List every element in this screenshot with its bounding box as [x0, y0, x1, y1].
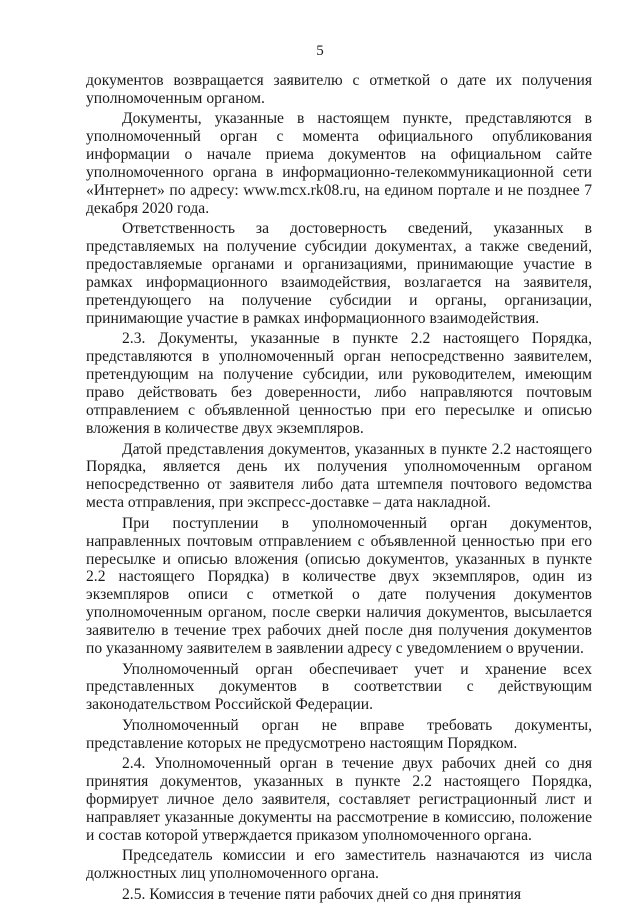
paragraph-submission-date: Датой представления документов, указанных в пункте 2.2 настоящего Порядка, является день их получения уполномоченным органом непосредственно от заявителя либо дата штемпеля почтового ведомства места отправления, при экспресс-доставке – дата накладной.: [86, 440, 592, 512]
paragraph-postal-receipt: При поступлении в уполномоченный орган документов, направленных почтовым отправлением с объявленной ценностью при его пересылке и описью вложения (описью документов, указанных в пункте 2.2 настоящего Порядка) в количестве двух экземпляров, один из экземпляров описи с отметкой о дате получения документов уполномоченным органом, после сверки наличия документов, высылается заявителю в течение трех рабочих дней после дня получения документов по указанному заявителем в заявлении адресу с уведомлением о вручении.: [86, 514, 592, 658]
paragraph-section-2-4: 2.4. Уполномоченный орган в течение двух рабочих дней со дня принятия документов, указанных в пункте 2.2 настоящего Порядка, формирует личное дело заявителя, составляет регистрационный лист и направляет указанные документы на рассмотрение в комиссию, положение и состав которой утверждается приказом уполномоченного органа.: [86, 755, 592, 844]
paragraph-section-2-5: 2.5. Комиссия в течение пяти рабочих дней со дня принятия: [122, 885, 522, 903]
paragraph-no-extra-documents: Уполномоченный орган не вправе требовать документы, представление которых не предусмотрено настоящим Порядком.: [86, 716, 592, 752]
paragraph-submission-period: Документы, указанные в настоящем пункте, представляются в уполномоченный орган с момента официального опубликования информации о начале приема документов на официальном сайте уполномоченного органа в информационно-телекоммуникационной сети «Интернет» по адресу: www.mcx.rk08.ru, на едином портале и не позднее 7 декабря 2020 года.: [86, 110, 592, 217]
paragraph-storage: Уполномоченный орган обеспечивает учет и хранение всех представленных документов в соответствии с действующим законодательством Российской Федерации.: [86, 660, 592, 714]
paragraph-commission-chair: Председатель комиссии и его заместитель назначаются из числа должностных лиц уполномоченного органа.: [86, 847, 592, 883]
paragraph-section-2-3: 2.3. Документы, указанные в пункте 2.2 настоящего Порядка, представляются в уполномоченный орган непосредственно заявителем, претендующим на получение субсидии, или руководителем, имеющим право действовать без доверенности, либо направляются почтовым отправлением с объявленной ценностью при его пересылке и описью вложения в количестве двух экземпляров.: [86, 330, 592, 437]
document-body: [86, 72, 592, 906]
paragraph-responsibility: Ответственность за достоверность сведений, указанных в представляемых на получение субсидии документах, а также сведений, предоставляемые органами и организациями, принимающие участие в рамках информационного взаимодействия, возлагается на заявителя, претендующего на получение субсидии и органы, организации, принимающие участие в рамках информационного взаимодействия.: [86, 220, 592, 327]
paragraph-continuation: документов возвращается заявителю с отметкой о дате их получения уполномоченным органом.: [86, 72, 592, 107]
page-number: 5: [316, 43, 324, 59]
